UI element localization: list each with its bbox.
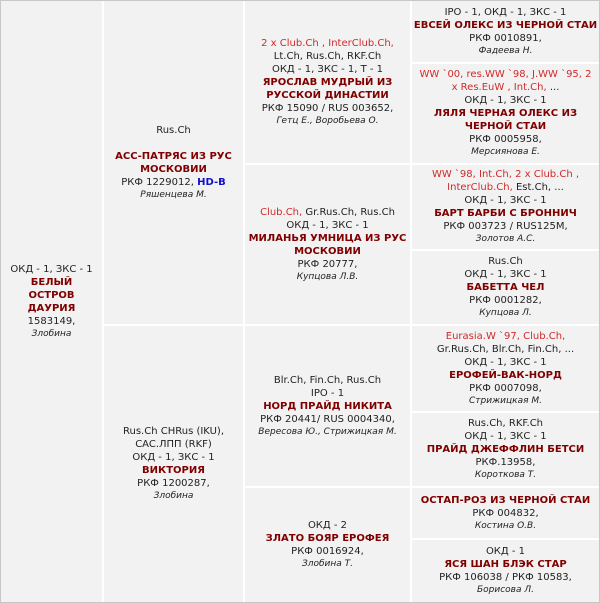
- sdd-tests: ОКД - 1, ЗКС - 1: [464, 269, 547, 280]
- dd-name[interactable]: ЗЛАТО БОЯР ЕРОФЕЯ: [265, 533, 390, 544]
- ss-reg: РКФ 15090 / RUS 003652,: [261, 102, 394, 114]
- dsd-reg: РКФ.13958,: [475, 457, 536, 468]
- ssd-titles-red-2: x Res.EuW , Int.Ch,: [451, 82, 547, 93]
- dd-breeder: Злобина Т.: [301, 559, 354, 569]
- pedigree-cell-sss: [412, 1, 599, 62]
- pedigree-cell-sire-dam: [245, 165, 410, 324]
- pedigree-cell-dam-sire: [245, 326, 410, 486]
- sdd-breeder: Купцова Л.: [479, 308, 532, 318]
- dog-name[interactable]: БЕЛЫЙ ОСТРОВ ДАУРИЯ: [27, 276, 76, 314]
- sd-titles-red: Club.Ch,: [260, 206, 303, 218]
- sd-reg: РКФ 20777,: [297, 258, 358, 270]
- sire-hd-badge: HD-B: [197, 176, 226, 188]
- ss-titles: Lt.Ch, Rus.Ch, RKF.Ch: [273, 50, 382, 62]
- dss-reg: РКФ 0007098,: [469, 382, 542, 394]
- dss-tests: ОКД - 1, ЗКС - 1: [464, 356, 547, 368]
- pedigree-cell-ddd: [412, 540, 599, 602]
- sire-name[interactable]: АСС-ПАТРЯС ИЗ РУС МОСКОВИИ: [115, 150, 232, 175]
- dss-breeder: Стрижицкая М.: [468, 395, 543, 406]
- pedigree-cell-sire-sire: [245, 1, 410, 163]
- ddd-breeder: Борисова Л.: [476, 585, 534, 595]
- ss-breeder: Гетц Е., Воробьева О.: [276, 115, 379, 126]
- pedigree-cell-sdd: [412, 251, 599, 324]
- ds-reg: РКФ 20441/ RUS 0004340,: [260, 413, 395, 425]
- ddd-tests: ОКД - 1: [485, 546, 526, 557]
- dog-tests: ОКД - 1, ЗКС - 1: [10, 263, 93, 275]
- dsd-titles: Rus.Ch, RKF.Ch: [467, 418, 544, 429]
- dam-breeder: Злобина: [153, 491, 194, 501]
- ssd-titles-red-1: WW `00, res.WW `98, J.WW `95, 2: [419, 69, 592, 80]
- sdd-name[interactable]: БАБЕТТА ЧЕЛ: [466, 282, 545, 293]
- sss-name[interactable]: ЕВСЕЙ ОЛЕКС ИЗ ЧЕРНОЙ СТАИ: [413, 19, 598, 31]
- sds-reg: РКФ 003723 / RUS125M,: [443, 221, 568, 232]
- pedigree-cell-sds: [412, 165, 599, 249]
- sire-titles: Rus.Ch: [156, 124, 191, 136]
- pedigree-cell-dam: [104, 326, 243, 602]
- dss-titles: Gr.Rus.Ch, Blr.Ch, Fin.Ch, ...: [436, 343, 575, 355]
- pedigree-cell-ssd: [412, 64, 599, 163]
- dss-name[interactable]: ЕРОФЕЙ-ВАК-НОРД: [449, 369, 562, 381]
- sd-breeder: Купцова Л.В.: [296, 271, 359, 282]
- dds-breeder: Костина О.В.: [474, 520, 537, 531]
- sss-reg: РКФ 0010891,: [469, 32, 542, 44]
- dds-name[interactable]: ОСТАП-РОЗ ИЗ ЧЕРНОЙ СТАИ: [420, 494, 591, 506]
- dd-reg: РКФ 0016924,: [291, 546, 364, 557]
- dam-tests: ОКД - 1, ЗКС - 1: [132, 452, 215, 463]
- dsd-name[interactable]: ПРАЙД ДЖЕФФЛИН БЕТСИ: [426, 444, 585, 455]
- pedigree-cell-dss: [412, 326, 599, 411]
- sd-titles: Gr.Rus.Ch, Rus.Ch: [302, 206, 395, 218]
- ds-breeder: Вересова Ю., Стрижицкая М.: [258, 426, 397, 437]
- ssd-titles-tail: ...: [546, 82, 560, 93]
- sds-titles-line: [447, 181, 564, 194]
- sds-titles-tail: Est.Ch, ...: [512, 182, 564, 193]
- ssd-titles-line: [452, 81, 560, 94]
- sd-name[interactable]: МИЛАНЬЯ УМНИЦА ИЗ РУС МОСКОВИИ: [248, 232, 407, 257]
- sds-name[interactable]: БАРТ БАРБИ С БРОННИЧ: [434, 208, 577, 219]
- sds-tests: ОКД - 1, ЗКС - 1: [464, 195, 547, 206]
- dds-reg: РКФ 004832,: [472, 507, 539, 519]
- sdd-reg: РКФ 0001282,: [469, 295, 542, 306]
- ss-tests: ОКД - 1, ЗКС - 1, Т - 1: [271, 63, 384, 75]
- sire-breeder: Ряшенцева М.: [140, 189, 207, 200]
- dog-reg: 1583149,: [27, 315, 76, 327]
- dam-titles-1: Rus.Ch CHRus (IKU),: [123, 426, 224, 437]
- pedigree-cell-dds: [412, 488, 599, 538]
- pedigree-cell-dsd: [412, 413, 599, 486]
- sss-breeder: Фадеева Н.: [478, 45, 533, 56]
- sss-tests: IPO - 1, ОКД - 1, ЗКС - 1: [444, 6, 567, 18]
- pedigree-cell-dog: [1, 1, 102, 602]
- pedigree-cell-sire: [104, 1, 243, 324]
- dss-titles-red: Eurasia.W `97, Club.Ch,: [445, 330, 566, 342]
- ssd-name[interactable]: ЛЯЛЯ ЧЕРНАЯ ОЛЕКС ИЗ ЧЕРНОЙ СТАИ: [433, 108, 578, 132]
- sds-titles-red-2: InterClub.Ch,: [447, 182, 513, 193]
- ds-name[interactable]: НОРД ПРАЙД НИКИТА: [263, 400, 392, 412]
- dsd-breeder: Короткова Т.: [474, 470, 537, 480]
- dd-tests: ОКД - 2: [307, 520, 348, 531]
- dam-titles-2: CAC.ЛПП (RKF): [135, 439, 212, 450]
- sdd-titles: Rus.Ch: [488, 256, 523, 267]
- sd-tests: ОКД - 1, ЗКС - 1: [286, 219, 369, 231]
- ssd-breeder: Мерсиянова Е.: [471, 147, 540, 157]
- sire-reg: РКФ 1229012,: [121, 176, 194, 188]
- sd-titles-line: [260, 206, 395, 219]
- ddd-reg: РКФ 106038 / РКФ 10583,: [439, 572, 572, 583]
- ds-titles: Blr.Ch, Fin.Ch, Rus.Ch: [273, 374, 382, 386]
- ds-tests: IPO - 1: [310, 387, 345, 399]
- dam-name[interactable]: ВИКТОРИЯ: [142, 465, 205, 476]
- ssd-tests: ОКД - 1, ЗКС - 1: [464, 95, 547, 106]
- ssd-reg: РКФ 0005958,: [469, 134, 542, 145]
- ss-titles-red: 2 x Club.Ch , InterClub.Ch,: [261, 37, 394, 49]
- dsd-tests: ОКД - 1, ЗКС - 1: [464, 431, 547, 442]
- sire-reg-line: [121, 176, 225, 189]
- sds-titles-red-1: WW `98, Int.Ch, 2 x Club.Ch ,: [431, 169, 580, 180]
- dam-reg: РКФ 1200287,: [137, 478, 210, 489]
- sds-breeder: Золотов А.С.: [475, 234, 536, 244]
- dog-breeder: Злобина: [31, 328, 72, 339]
- pedigree-cell-dam-dam: [245, 488, 410, 602]
- ss-name[interactable]: ЯРОСЛАВ МУДРЫЙ ИЗ РУССКОЙ ДИНАСТИИ: [262, 76, 393, 101]
- ddd-name[interactable]: ЯСЯ ШАН БЛЭК СТАР: [444, 559, 567, 570]
